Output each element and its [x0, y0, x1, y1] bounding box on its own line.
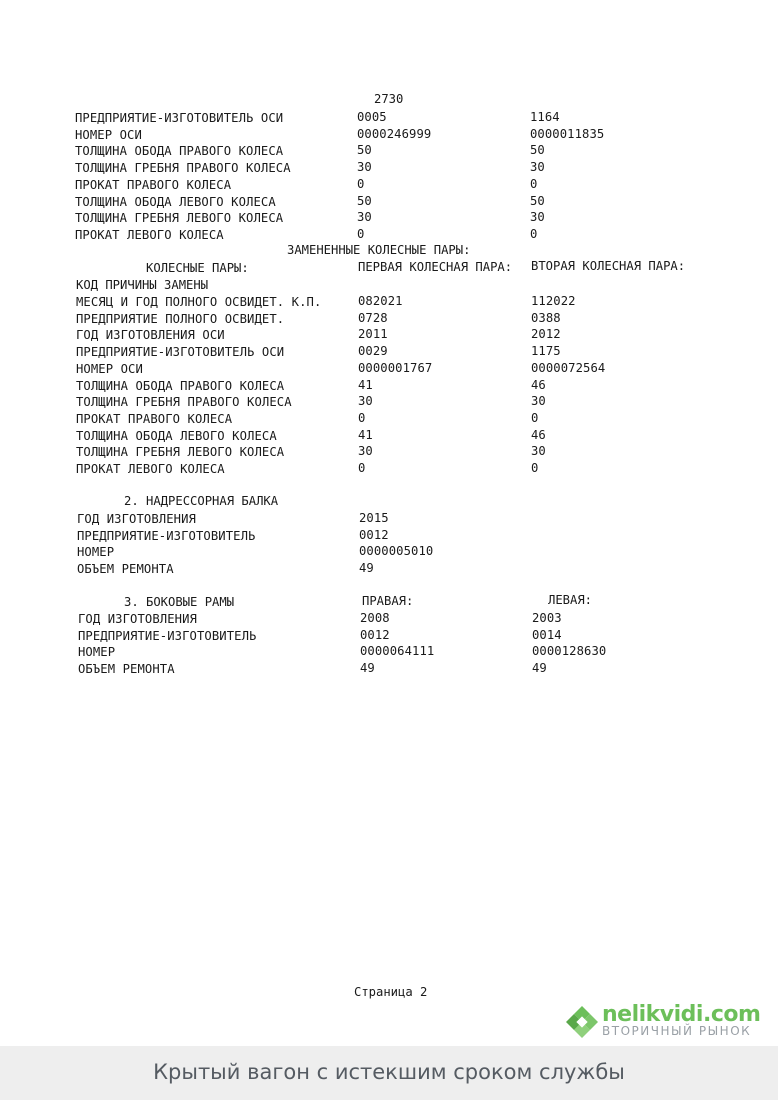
- bolster-row-label: НОМЕР: [77, 545, 115, 560]
- axle-row-value-1: 30: [357, 160, 372, 175]
- logo-subtitle: ВТОРИЧНЫЙ РЫНОК: [602, 1024, 752, 1038]
- axle-row-value-1: 0005: [357, 110, 387, 124]
- replaced-row-value-2: 2012: [531, 327, 561, 342]
- replaced-row-value-1: 0029: [358, 344, 388, 359]
- axle-row-value-1: 50: [357, 143, 372, 158]
- replaced-row-label: НОМЕР ОСИ: [76, 361, 143, 376]
- bolster-title: 2. НАДРЕССОРНАЯ БАЛКА: [124, 494, 279, 508]
- replaced-row-value-2: 112022: [531, 294, 576, 308]
- side-frames-right-header: ПРАВАЯ:: [362, 594, 414, 608]
- bolster-row-value-1: 0012: [359, 527, 389, 542]
- replaced-title: ЗАМЕНЕННЫЕ КОЛЕСНЫЕ ПАРЫ:: [287, 243, 471, 257]
- page-number: Страница 2: [354, 985, 428, 999]
- replaced-row-label: ТОЛЩИНА ГРЕБНЯ ПРАВОГО КОЛЕСА: [76, 395, 292, 410]
- side-frames-title: 3. БОКОВЫЕ РАМЫ: [124, 595, 235, 609]
- replaced-row-label: ТОЛЩИНА ОБОДА ПРАВОГО КОЛЕСА: [76, 378, 285, 393]
- axle-row-value-2: 0: [530, 176, 538, 191]
- axle-row-value-2: 50: [530, 193, 545, 208]
- side-frames-left-header: ЛЕВАЯ:: [548, 593, 593, 607]
- caption-title: Крытый вагон с истекшим сроком службы: [153, 1060, 625, 1084]
- frame-row-value-1: 0012: [360, 627, 390, 642]
- bolster-row-value-1: 49: [359, 561, 374, 576]
- replaced-row-label: ПРЕДПРИЯТИЕ ПОЛНОГО ОСВИДЕТ.: [76, 311, 285, 326]
- axle-row-value-1: 30: [357, 210, 372, 225]
- bolster-row-value-1: 2015: [359, 511, 389, 525]
- replaced-row-value-1: 41: [358, 377, 373, 392]
- axle-row-label: ТОЛЩИНА ГРЕБНЯ ЛЕВОГО КОЛЕСА: [75, 211, 284, 226]
- replaced-row-value-2: 0: [531, 461, 539, 475]
- replaced-row-label: ПРОКАТ ПРАВОГО КОЛЕСА: [76, 411, 233, 426]
- replaced-row-value-2: 0388: [531, 310, 561, 325]
- axle-row-value-1: 0: [357, 226, 365, 241]
- replaced-row-value-1: 30: [358, 394, 373, 409]
- axle-row-label: ПРЕДПРИЯТИЕ-ИЗГОТОВИТЕЛЬ ОСИ: [75, 111, 284, 125]
- replaced-row-label: ПРЕДПРИЯТИЕ-ИЗГОТОВИТЕЛЬ ОСИ: [76, 345, 285, 360]
- replaced-row-value-2: 46: [531, 377, 546, 392]
- replaced-row-value-2: 0: [531, 410, 539, 425]
- frame-row-label: ПРЕДПРИЯТИЕ-ИЗГОТОВИТЕЛЬ: [78, 628, 257, 643]
- bolster-row-label: ОБЪЕМ РЕМОНТА: [77, 562, 174, 577]
- replaced-row-label: ТОЛЩИНА ГРЕБНЯ ЛЕВОГО КОЛЕСА: [76, 445, 285, 460]
- top-value: 2730: [374, 92, 404, 106]
- frame-row-value-2: 0014: [532, 627, 562, 642]
- frame-row-value-1: 49: [360, 661, 375, 676]
- replaced-col1-header: ПЕРВАЯ КОЛЕСНАЯ ПАРА:: [358, 260, 513, 274]
- logo-mark-icon: [564, 1004, 600, 1040]
- bolster-row-value-1: 0000005010: [359, 544, 434, 559]
- frame-row-value-2: 2003: [532, 611, 562, 625]
- replaced-row-value-1: 0000001767: [358, 360, 433, 375]
- axle-row-label: ТОЛЩИНА ГРЕБНЯ ПРАВОГО КОЛЕСА: [75, 161, 291, 176]
- frame-row-label: ГОД ИЗГОТОВЛЕНИЯ: [78, 612, 197, 626]
- frame-row-label: ОБЪЕМ РЕМОНТА: [78, 662, 175, 677]
- replaced-row-value-1: 2011: [358, 327, 388, 342]
- axle-row-label: ПРОКАТ ПРАВОГО КОЛЕСА: [75, 177, 232, 192]
- replaced-row-value-2: 46: [531, 427, 546, 442]
- caption-bar: [0, 1046, 778, 1100]
- bolster-row-label: ПРЕДПРИЯТИЕ-ИЗГОТОВИТЕЛЬ: [77, 528, 256, 543]
- frame-row-value-2: 0000128630: [532, 644, 607, 659]
- axle-row-label: ТОЛЩИНА ОБОДА ПРАВОГО КОЛЕСА: [75, 144, 284, 159]
- axle-row-value-2: 1164: [530, 110, 560, 124]
- axle-row-value-2: 0: [530, 226, 538, 241]
- replaced-row-value-2: 30: [531, 444, 546, 459]
- axle-row-value-1: 0: [357, 176, 365, 191]
- reason-label: КОД ПРИЧИНЫ ЗАМЕНЫ: [76, 278, 209, 292]
- axle-row-label: НОМЕР ОСИ: [75, 127, 142, 142]
- frame-row-value-2: 49: [532, 661, 547, 676]
- bolster-row-label: ГОД ИЗГОТОВЛЕНИЯ: [77, 512, 196, 526]
- replaced-row-label: ТОЛЩИНА ОБОДА ЛЕВОГО КОЛЕСА: [76, 428, 277, 443]
- axle-row-value-2: 50: [530, 143, 545, 158]
- replaced-row-value-1: 30: [358, 444, 373, 459]
- replaced-row-label: ГОД ИЗГОТОВЛЕНИЯ ОСИ: [76, 328, 225, 343]
- axle-row-label: ПРОКАТ ЛЕВОГО КОЛЕСА: [75, 227, 224, 242]
- logo-text: nelikvidi.com: [602, 1002, 761, 1027]
- axle-row-value-1: 50: [357, 193, 372, 208]
- axle-row-value-2: 30: [530, 160, 545, 175]
- replaced-row-value-1: 082021: [358, 294, 403, 308]
- axle-row-value-1: 0000246999: [357, 126, 432, 141]
- replaced-row-value-2: 0000072564: [531, 360, 606, 375]
- frame-row-value-1: 0000064111: [360, 644, 435, 659]
- nelikvidi-logo: [562, 1000, 762, 1044]
- frame-row-label: НОМЕР: [78, 645, 116, 660]
- replaced-row-value-1: 0728: [358, 310, 388, 325]
- replaced-col2-header: ВТОРАЯ КОЛЕСНАЯ ПАРА:: [531, 259, 686, 273]
- replaced-row-value-1: 41: [358, 427, 373, 442]
- axle-row-value-2: 0000011835: [530, 126, 605, 141]
- axle-row-value-2: 30: [530, 210, 545, 225]
- replaced-row-label: МЕСЯЦ И ГОД ПОЛНОГО ОСВИДЕТ. К.П.: [76, 295, 322, 309]
- axle-row-label: ТОЛЩИНА ОБОДА ЛЕВОГО КОЛЕСА: [75, 194, 276, 209]
- frame-row-value-1: 2008: [360, 611, 390, 625]
- replaced-row-value-1: 0: [358, 461, 366, 475]
- replaced-row-label: ПРОКАТ ЛЕВОГО КОЛЕСА: [76, 462, 225, 476]
- replaced-col-label: КОЛЕСНЫЕ ПАРЫ:: [146, 261, 249, 275]
- replaced-row-value-2: 1175: [531, 344, 561, 359]
- replaced-row-value-2: 30: [531, 394, 546, 409]
- replaced-row-value-1: 0: [358, 410, 366, 425]
